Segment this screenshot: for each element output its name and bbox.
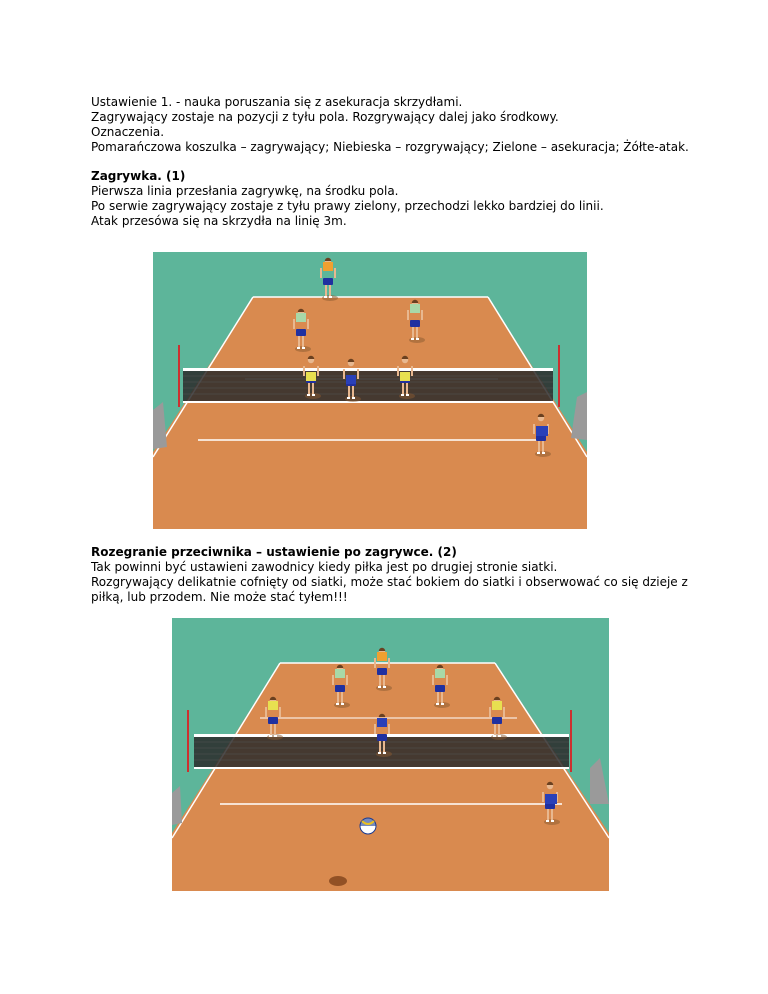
section-opponent-line-2: Rozgrywający delikatnie cofnięty od siatki, może stać bokiem do siatki i obserwować co się dzieje z piłką, lub przodem. Nie może stać tyłem!!! bbox=[91, 575, 688, 604]
intro-text bbox=[91, 95, 711, 125]
legend-text: Pomarańczowa koszulka – zagrywający; Niebieska – rozgrywający; Zielone – asekuracja; Żółte-atak. bbox=[91, 140, 689, 154]
section-opponent-line-1: Tak powinni być ustawieni zawodnicy kiedy piłka jest po drugiej stronie siatki. bbox=[91, 560, 558, 574]
intro-line-2: Zagrywający zostaje na pozycji z tyłu pola. Rozgrywający dalej jako środkowy. bbox=[91, 110, 559, 124]
section-serve-line-2: Po serwie zagrywający zostaje z tyłu prawy zielony, przechodzi lekko bardziej do linii. bbox=[91, 199, 604, 213]
section-serve-line-3: Atak przesówa się na skrzydła na linię 3m. bbox=[91, 214, 347, 228]
section-serve bbox=[91, 169, 711, 229]
section-opponent-setting bbox=[91, 545, 711, 605]
section-opponent-title: Rozegranie przeciwnika – ustawienie po zagrywce. (2) bbox=[91, 545, 457, 559]
intro-line-1: Ustawienie 1. - nauka poruszania się z asekuracja skrzydłami. bbox=[91, 95, 463, 109]
court-illustration-after-serve bbox=[172, 618, 609, 891]
volleyball-icon bbox=[360, 818, 376, 834]
court-illustration-serve bbox=[153, 252, 587, 529]
section-serve-line-1: Pierwsza linia przesłania zagrywkę, na środku pola. bbox=[91, 184, 399, 198]
legend-heading: Oznaczenia. bbox=[91, 125, 165, 139]
legend-block bbox=[91, 125, 711, 155]
section-serve-title: Zagrywka. (1) bbox=[91, 169, 186, 183]
